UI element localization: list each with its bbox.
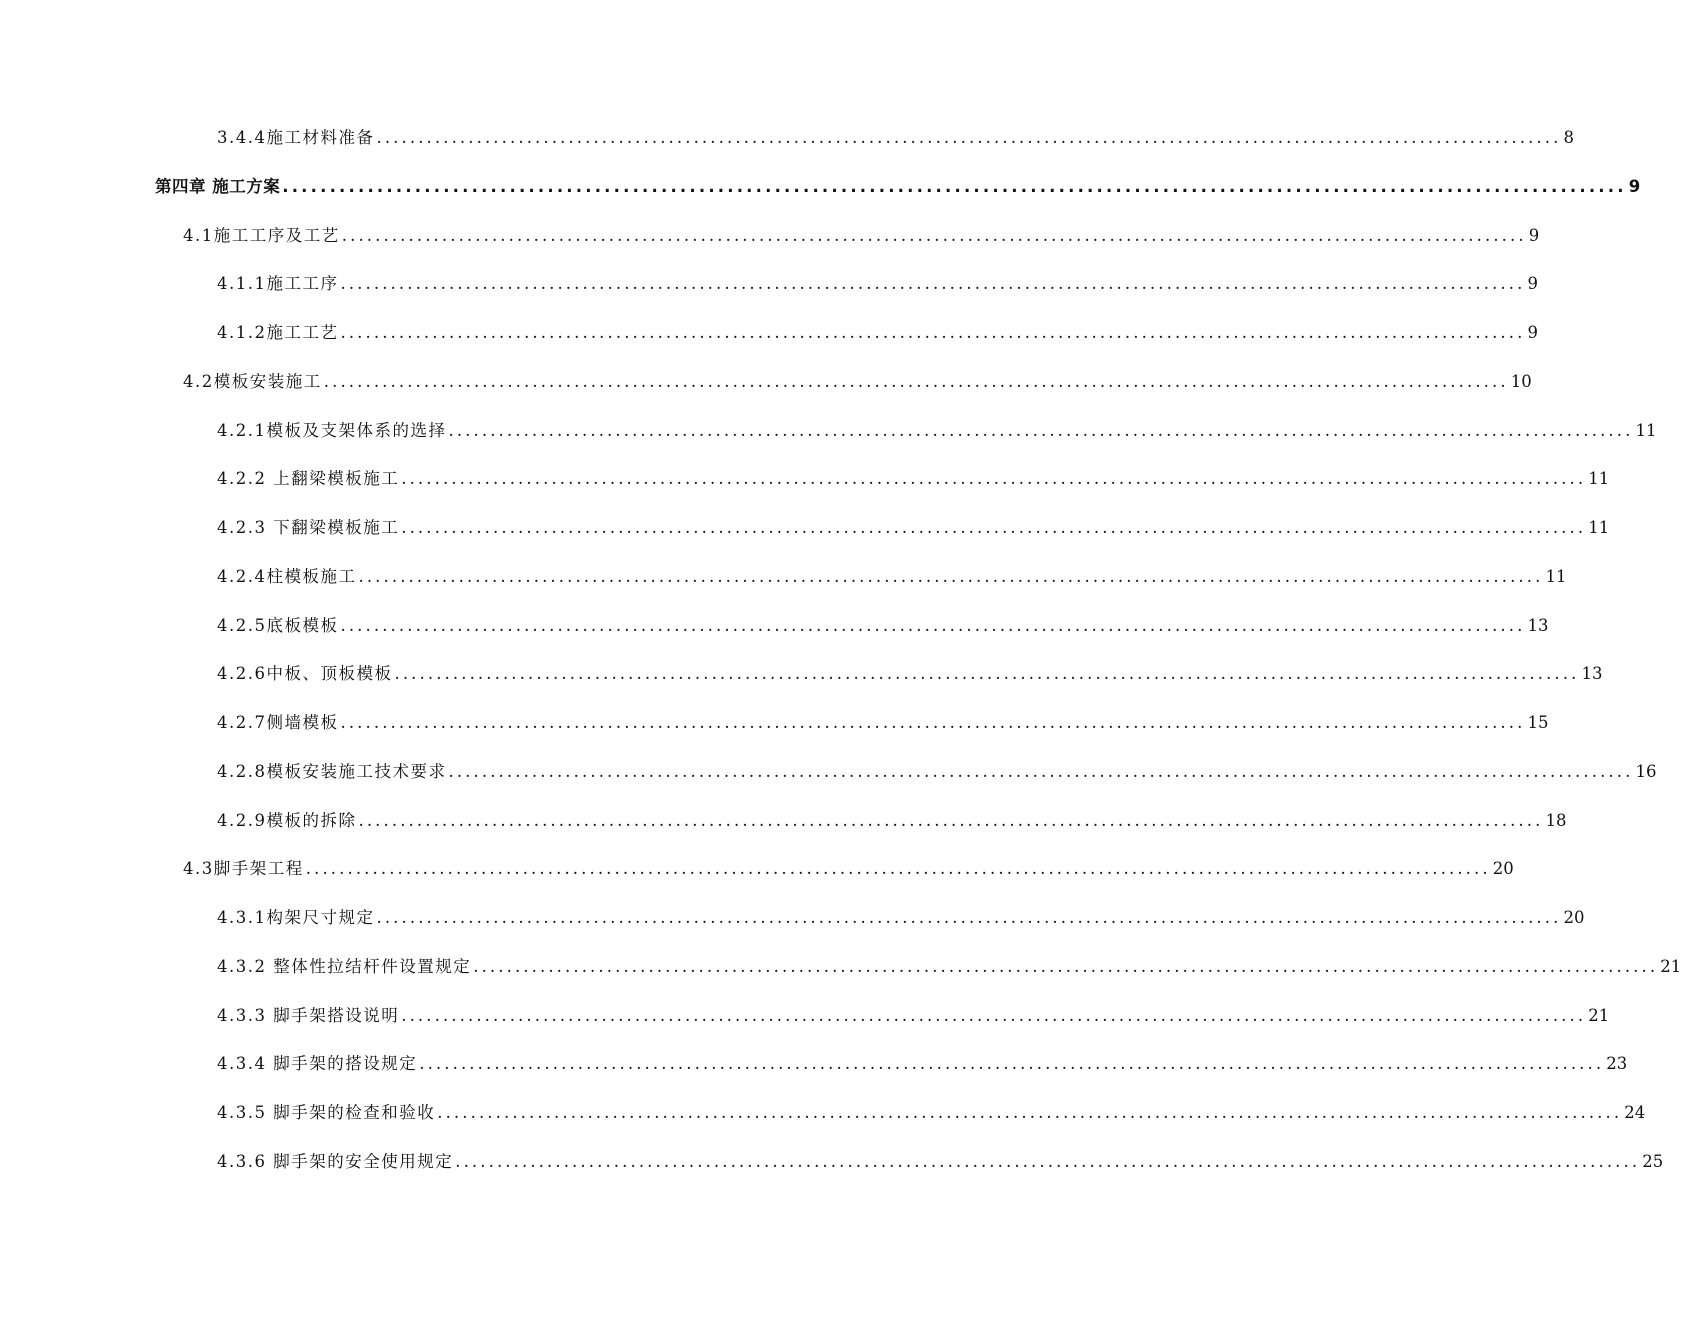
toc-entry-4-1[interactable] xyxy=(183,223,1540,249)
toc-dot-leader: .............................................................................................................................................. xyxy=(305,859,1491,878)
toc-entry-label: 4.2.7侧墙模板 xyxy=(217,713,339,732)
toc-page-number: 20 xyxy=(1563,908,1585,927)
toc-dot-leader: .............................................................................................................................................. xyxy=(394,664,1580,683)
toc-entry-label: 4.2.1模板及支架体系的选择 xyxy=(217,421,447,440)
toc-page-number: 23 xyxy=(1606,1054,1628,1073)
toc-entry-4-1-1[interactable] xyxy=(217,271,1538,297)
toc-entry-label: 4.3.3 脚手架搭设说明 xyxy=(217,1006,400,1025)
toc-entry-label: 4.2.3 下翻梁模板施工 xyxy=(217,518,400,537)
toc-entry-4-2-7[interactable] xyxy=(217,710,1549,736)
toc-entry-4-2-3[interactable] xyxy=(217,515,1610,541)
toc-entry-label: 4.3.1构架尺寸规定 xyxy=(217,908,375,927)
toc-entry-chapter-4[interactable] xyxy=(155,174,1641,200)
toc-entry-4-2-5[interactable] xyxy=(217,613,1549,639)
toc-page-number: 9 xyxy=(1527,323,1538,342)
toc-entry-4-2-9[interactable] xyxy=(217,808,1567,834)
toc-dot-leader: .............................................................................................................................................. xyxy=(401,469,1587,488)
toc-entry-label: 4.2.2 上翻梁模板施工 xyxy=(217,469,400,488)
toc-page-number: 9 xyxy=(1528,226,1540,245)
toc-page-number: 20 xyxy=(1492,859,1514,878)
toc-dot-leader: .............................................................................................................................................. xyxy=(401,518,1587,537)
toc-dot-leader: .............................................................................................................................................. xyxy=(419,1054,1605,1073)
toc-dot-leader: .............................................................................................................................................. xyxy=(448,421,1634,440)
toc-entry-4-3-3[interactable] xyxy=(217,1003,1610,1029)
toc-entry-label: 4.3.6 脚手架的安全使用规定 xyxy=(217,1152,454,1171)
toc-entry-4-1-2[interactable] xyxy=(217,320,1538,346)
toc-page-number: 13 xyxy=(1581,664,1603,683)
toc-dot-leader: .............................................................................................................................................. xyxy=(282,177,1627,196)
toc-entry-label: 4.2.8模板安装施工技术要求 xyxy=(217,762,447,781)
toc-entry-label: 4.2.6中板、顶板模板 xyxy=(217,664,393,683)
toc-dot-leader: .............................................................................................................................................. xyxy=(323,372,1509,391)
toc-page-number: 11 xyxy=(1588,469,1610,488)
toc-page-number: 11 xyxy=(1588,518,1610,537)
toc-dot-leader: .............................................................................................................................................. xyxy=(340,274,1526,293)
toc-dot-leader: .............................................................................................................................................. xyxy=(437,1103,1623,1122)
toc-entry-4-3-1[interactable] xyxy=(217,905,1585,931)
toc-entry-4-3-4[interactable] xyxy=(217,1051,1628,1077)
toc-page-number: 21 xyxy=(1588,1006,1610,1025)
toc-entry-label: 4.2.9模板的拆除 xyxy=(217,811,357,830)
toc-entry-label: 第四章 施工方案 xyxy=(155,177,281,196)
toc-dot-leader: .............................................................................................................................................. xyxy=(340,713,1526,732)
toc-entry-label: 4.3.4 脚手架的搭设规定 xyxy=(217,1054,418,1073)
toc-page-number: 9 xyxy=(1527,274,1538,293)
toc-entry-4-2-1[interactable] xyxy=(217,418,1657,444)
toc-page-number: 18 xyxy=(1545,811,1567,830)
toc-page-number: 25 xyxy=(1642,1152,1664,1171)
toc-dot-leader: .............................................................................................................................................. xyxy=(341,226,1527,245)
toc-entry-4-2-2[interactable] xyxy=(217,466,1610,492)
toc-entry-4-3-2[interactable] xyxy=(217,954,1681,980)
toc-dot-leader: .............................................................................................................................................. xyxy=(401,1006,1587,1025)
toc-page-number: 11 xyxy=(1635,421,1657,440)
toc-entry-label: 4.3.2 整体性拉结杆件设置规定 xyxy=(217,957,472,976)
toc-entry-3-4-4[interactable] xyxy=(217,125,1574,151)
toc-dot-leader: .............................................................................................................................................. xyxy=(473,957,1659,976)
toc-entry-4-2[interactable] xyxy=(183,369,1532,395)
toc-entry-label: 3.4.4施工材料准备 xyxy=(217,128,375,147)
toc-dot-leader: .............................................................................................................................................. xyxy=(358,567,1544,586)
toc-entry-4-2-4[interactable] xyxy=(217,564,1567,590)
toc-page-number: 11 xyxy=(1545,567,1567,586)
toc-entry-label: 4.2模板安装施工 xyxy=(183,372,322,391)
toc-dot-leader: .............................................................................................................................................. xyxy=(376,908,1562,927)
toc-dot-leader: .............................................................................................................................................. xyxy=(358,811,1544,830)
toc-page-number: 15 xyxy=(1527,713,1549,732)
toc-entry-4-3-5[interactable] xyxy=(217,1100,1646,1126)
toc-entry-4-2-8[interactable] xyxy=(217,759,1657,785)
toc-entry-4-3-6[interactable] xyxy=(217,1149,1664,1175)
toc-page-number: 21 xyxy=(1660,957,1681,976)
toc-entry-label: 4.2.5底板模板 xyxy=(217,616,339,635)
toc-entry-label: 4.1.2施工工艺 xyxy=(217,323,339,342)
toc-page-number: 8 xyxy=(1563,128,1574,147)
toc-page-number: 13 xyxy=(1527,616,1549,635)
toc-entry-4-2-6[interactable] xyxy=(217,661,1603,687)
toc-dot-leader: .............................................................................................................................................. xyxy=(340,616,1526,635)
toc-entry-label: 4.2.4柱模板施工 xyxy=(217,567,357,586)
toc-page-number: 9 xyxy=(1628,177,1641,196)
toc-page-number: 16 xyxy=(1635,762,1657,781)
toc-dot-leader: .............................................................................................................................................. xyxy=(455,1152,1641,1171)
toc-entry-label: 4.1施工工序及工艺 xyxy=(183,226,340,245)
toc-dot-leader: .............................................................................................................................................. xyxy=(448,762,1634,781)
toc-page-number: 24 xyxy=(1624,1103,1646,1122)
toc-page-number: 10 xyxy=(1510,372,1532,391)
toc-entry-label: 4.3.5 脚手架的检查和验收 xyxy=(217,1103,436,1122)
toc-entry-4-3[interactable] xyxy=(183,856,1514,882)
toc-entry-label: 4.1.1施工工序 xyxy=(217,274,339,293)
toc-entry-label: 4.3脚手架工程 xyxy=(183,859,304,878)
toc-dot-leader: .............................................................................................................................................. xyxy=(340,323,1526,342)
toc-dot-leader: .............................................................................................................................................. xyxy=(376,128,1562,147)
